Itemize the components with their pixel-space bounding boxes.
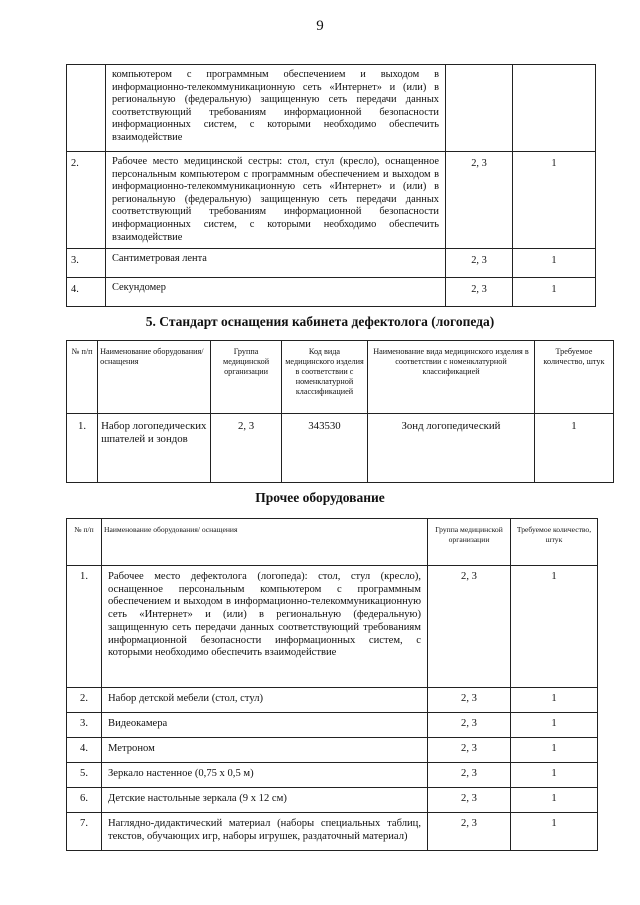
header-number: № п/п (67, 341, 98, 414)
equipment-name: Набор детской мебели (стол, стул) (102, 688, 428, 713)
required-quantity: 1 (511, 566, 598, 688)
other-equipment-table (66, 518, 598, 851)
header-quantity: Требуемое количество, штук (534, 341, 613, 414)
equipment-name: Секундомер (106, 278, 446, 307)
equipment-name: Зеркало настенное (0,75 х 0,5 м) (102, 763, 428, 788)
required-quantity: 1 (511, 713, 598, 738)
device-code: 343530 (281, 414, 367, 483)
row-number: 4. (67, 738, 102, 763)
table-row (67, 763, 598, 788)
organization-group: 2, 3 (428, 566, 511, 688)
section-heading: 5. Стандарт оснащения кабинета дефектолога (логопеда) (145, 314, 495, 329)
required-quantity: 1 (511, 738, 598, 763)
required-quantity: 1 (513, 249, 596, 278)
organization-group: 2, 3 (446, 152, 513, 249)
equipment-name: Детские настольные зеркала (9 х 12 см) (102, 788, 428, 813)
header-number: № п/п (67, 519, 102, 566)
organization-group: 2, 3 (211, 414, 282, 483)
required-quantity: 1 (511, 788, 598, 813)
equipment-name: Наглядно-дидактический материал (наборы специальных таблиц, текстов, обучающих игр, наборы игрушек, раздаточный материал) (102, 813, 428, 851)
row-number: 1. (67, 566, 102, 688)
organization-group: 2, 3 (428, 788, 511, 813)
row-number (67, 65, 106, 152)
equipment-name: Рабочее место медицинской сестры: стол, стул (кресло), оснащенное персональным компьютером с программным обеспечением и выходом в информационно-телекоммуникационную сеть «Интернет» и (или) в региональную (федеральную) защищенную сеть передачи данных соответствующий требованиям информационной безопасности информационных систем, с которыми необходимо обеспечить взаимодействие (106, 152, 446, 249)
organization-group: 2, 3 (446, 278, 513, 307)
equipment-name: компьютером с программным обеспечением и выходом в информационно-телекоммуникационную сеть «Интернет» и (или) в региональную (федеральную) защищенную сеть передачи данных соответствующий требованиям информационной безопасности информационных систем, с которыми необходимо обеспечить взаимодействие (106, 65, 446, 152)
table-row (67, 65, 596, 152)
equipment-name: Метроном (102, 738, 428, 763)
equipment-table-continued (66, 64, 596, 307)
header-equipment-name: Наименование оборудования/ оснащения (98, 341, 211, 414)
row-number: 3. (67, 713, 102, 738)
header-organization-group: Группа медицинской организации (211, 341, 282, 414)
table-row (67, 713, 598, 738)
device-kind: Зонд логопедический (368, 414, 535, 483)
required-quantity: 1 (513, 278, 596, 307)
organization-group: 2, 3 (428, 763, 511, 788)
table-row (67, 249, 596, 278)
row-number: 2. (67, 688, 102, 713)
section-heading-other: Прочее оборудование (255, 490, 385, 505)
required-quantity: 1 (513, 152, 596, 249)
header-equipment-name: Наименование оборудования/ оснащения (102, 519, 428, 566)
required-quantity (513, 65, 596, 152)
row-number: 5. (67, 763, 102, 788)
required-quantity: 1 (511, 763, 598, 788)
required-quantity: 1 (511, 688, 598, 713)
equipment-name: Набор логопедических шпателей и зондов (98, 414, 211, 483)
equipment-name: Сантиметровая лента (106, 249, 446, 278)
organization-group (446, 65, 513, 152)
required-quantity: 1 (534, 414, 613, 483)
table-row (67, 152, 596, 249)
table-row (67, 738, 598, 763)
header-quantity: Требуемое количество, штук (511, 519, 598, 566)
row-number: 7. (67, 813, 102, 851)
header-device-code: Код вида медицинского изделия в соответствии с номенклатурной классификацией (281, 341, 367, 414)
row-number: 3. (67, 249, 106, 278)
organization-group: 2, 3 (428, 688, 511, 713)
organization-group: 2, 3 (446, 249, 513, 278)
organization-group: 2, 3 (428, 813, 511, 851)
organization-group: 2, 3 (428, 713, 511, 738)
table-row (67, 566, 598, 688)
table-header-row (67, 341, 614, 414)
table-row (67, 813, 598, 851)
row-number: 6. (67, 788, 102, 813)
defectologist-standard-table (66, 340, 614, 483)
table-row (67, 688, 598, 713)
equipment-name: Рабочее место дефектолога (логопеда): стол, стул (кресло), оснащенное персональным компьютером с программным обеспечением и выходом в информационно-телекоммуникационную сеть «Интернет» и (или) в региональную (федеральную) защищенную сеть передачи данных соответствующий требованиям информационной безопасности информационных систем, с которыми необходимо обеспечить взаимодействие (102, 566, 428, 688)
equipment-name: Видеокамера (102, 713, 428, 738)
header-device-kind: Наименование вида медицинского изделия в соответствии с номенклатурной классификацией (368, 341, 535, 414)
table-row (67, 414, 614, 483)
table-row (67, 788, 598, 813)
table-header-row (67, 519, 598, 566)
row-number: 4. (67, 278, 106, 307)
required-quantity: 1 (511, 813, 598, 851)
organization-group: 2, 3 (428, 738, 511, 763)
page-number: 9 (316, 18, 324, 34)
header-organization-group: Группа медицинской организации (428, 519, 511, 566)
row-number: 2. (67, 152, 106, 249)
row-number: 1. (67, 414, 98, 483)
table-row (67, 278, 596, 307)
